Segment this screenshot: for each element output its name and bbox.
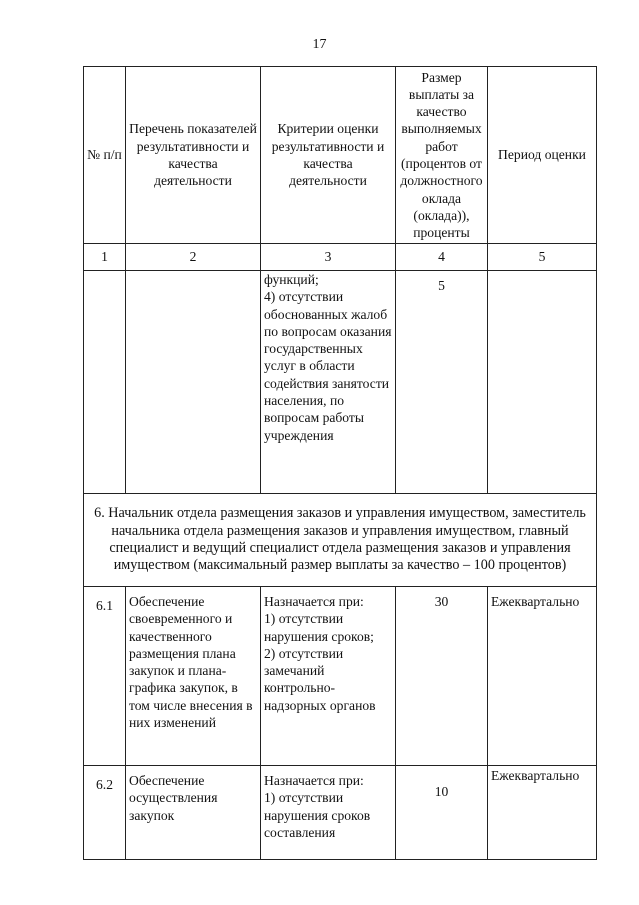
percent-cell: 10	[396, 766, 488, 860]
column-number: 3	[261, 244, 396, 271]
indicator-cell: Обеспечение осуществления закупок	[126, 766, 261, 860]
header-number: № п/п	[84, 67, 126, 244]
percent-cell: 30	[396, 587, 488, 766]
criteria-cell: Назначается при: 1) отсутствии нарушения сроков составления	[261, 766, 396, 860]
column-number: 2	[126, 244, 261, 271]
criteria-cell: функций; 4) отсутствии обоснованных жалоб по вопросам оказания государственных услуг в области содействия занятости населения, по вопросам работы учреждения	[261, 271, 396, 494]
percent-cell: 5	[396, 271, 488, 494]
column-numbers-row	[84, 244, 597, 271]
empty-cell	[84, 271, 126, 494]
row-number: 6.2	[84, 766, 126, 860]
table-row	[84, 271, 597, 494]
header-indicators: Перечень показателей результативности и качества деятельности	[126, 67, 261, 244]
column-number: 1	[84, 244, 126, 271]
period-cell: Ежеквартально	[488, 766, 597, 860]
header-payment-size: Размер выплаты за качество выполняемых работ (процентов от должностного оклада (оклада)), проценты	[396, 67, 488, 244]
period-cell: Ежеквартально	[488, 587, 597, 766]
header-criteria: Критерии оценки результативности и качества деятельности	[261, 67, 396, 244]
table-row	[84, 766, 597, 860]
criteria-cell: Назначается при: 1) отсутствии нарушения сроков; 2) отсутствии замечаний контрольно-надзорных органов	[261, 587, 396, 766]
section-heading: 6. Начальник отдела размещения заказов и управления имуществом, заместитель начальника отдела размещения заказов и управления имуществом, главный специалист и ведущий специалист отдела размещения заказов и управления имуществом (максимальный размер выплаты за качество – 100 процентов)	[84, 494, 597, 587]
table-header-row	[84, 67, 597, 244]
table-row	[84, 587, 597, 766]
page-number: 17	[312, 37, 327, 52]
column-number: 4	[396, 244, 488, 271]
indicator-cell: Обеспечение своевременного и качественного размещения плана закупок и плана-графика закупок, в том числе внесения в них изменений	[126, 587, 261, 766]
section-heading-row	[84, 494, 597, 587]
empty-cell	[488, 271, 597, 494]
header-period: Период оценки	[488, 67, 597, 244]
column-number: 5	[488, 244, 597, 271]
row-number: 6.1	[84, 587, 126, 766]
empty-cell	[126, 271, 261, 494]
performance-criteria-table	[83, 66, 597, 860]
